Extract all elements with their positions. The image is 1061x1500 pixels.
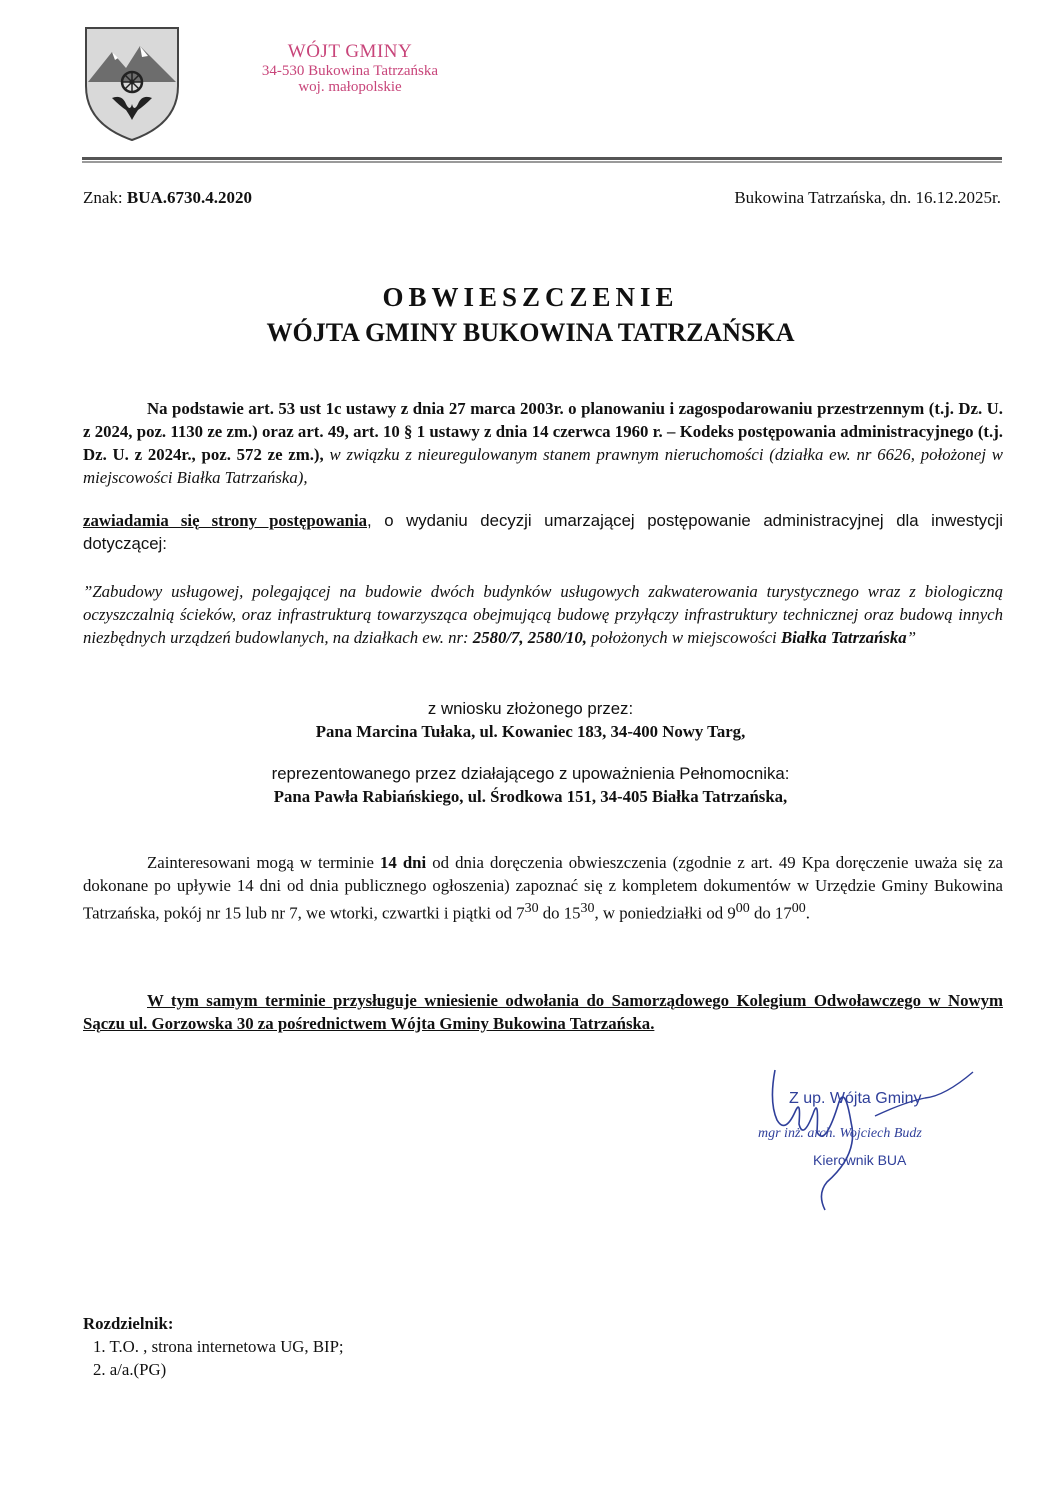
representative-name: Pana Pawła Rabiańskiego, ul. Środkowa 151, 34-405 Białka Tatrzańska, (273, 787, 788, 806)
reference-number: Znak: BUA.6730.4.2020 (83, 188, 253, 207)
date-line: Bukowina Tatrzańska, dn. 16.12.2025r. (734, 188, 1001, 207)
investment-description: ”Zabudowy usługowej, polegającej na budowie dwóch budynków usługowych zakwaterowania turystycznego wraz z biologiczną oczyszczalnią ścieków, oraz infrastrukturą towarzysząca obejmującą budowę przyłączy infrastruktury technicznej oraz budową innych niezbędnych urządzeń budowlanych, na działkach ew. nr: 2580/7, 2580/10, położonych w miejscowości Białka Tatrzańska” (83, 582, 1003, 647)
stamp-line-2: 34-530 Bukowina Tatrzańska (261, 62, 439, 79)
notification-paragraph: zawiadamia się strony postępowania, o wydaniu decyzji umarzającej postępowanie administracyjnej dla inwestycji dotyczącej: (83, 511, 1003, 553)
distribution-list (83, 1312, 344, 1381)
coat-of-arms-icon (82, 24, 182, 144)
legal-basis-paragraph: Na podstawie art. 53 ust 1c ustawy z dnia 27 marca 2003r. o planowaniu i zagospodarowaniu przestrzennym (t.j. Dz. U. z 2024, poz. 1130 ze zm.) oraz art. 49, art. 10 § 1 ustawy z dnia 14 czerwca 1960 r. – Kodeks postępowania administracyjnego (t.j. Dz. U. z 2024r., poz. 572 ze zm.), w związku z nieuregulowanym stanem prawnym nieruchomości (działka ew. nr 6626, położonej w miejscowości Białka Tatrzańska), (83, 399, 1003, 487)
applicant-intro: z wniosku złożonego przez: (427, 699, 634, 718)
header-divider-lower (82, 161, 1002, 163)
page-subtitle: WÓJTA GMINY BUKOWINA TATRZAŃSKA (266, 318, 795, 347)
list-item: 1. T.O. , strona internetowa UG, BIP; (93, 1337, 344, 1356)
signature-line-1: Z up. Wójta Gminy (789, 1090, 922, 1107)
representative-intro: reprezentowanego przez działającego z upoważnienia Pełnomocnika: (271, 764, 790, 783)
signature-line-2: mgr inż. arch. Wojciech Budz (758, 1126, 922, 1141)
stamp-line-1: WÓJT GMINY (287, 41, 413, 62)
signature-block (755, 1062, 990, 1212)
appeal-paragraph: W tym samym terminie przysługuje wniesienie odwołania do Samorządowego Kolegium Odwoławczego w Nowym Sączu ul. Gorzowska 30 za pośrednictwem Wójta Gminy Bukowina Tatrzańska. (83, 991, 1003, 1033)
stamp-line-3: woj. małopolskie (298, 78, 402, 95)
applicant-name: Pana Marcina Tułaka, ul. Kowaniec 183, 34-400 Nowy Targ, (315, 722, 746, 741)
office-stamp (235, 42, 465, 95)
inspection-notice: Zainteresowani mogą w terminie 14 dni od dnia doręczenia obwieszczenia (zgodnie z art. 49 Kpa doręczenie uważa się za dokonane po upływie 14 dni od dnia publicznego ogłoszenia) zapoznać się z kompletem dokumentów w Urzędzie Gminy Bukowina Tatrzańska, pokój nr 15 lub nr 7, we wtorki, czwartki i piątki od $7^{30}$ do $15^{30}$, w poniedziałki od $9^{00}$ do $17^{00}$. (83, 853, 1003, 923)
page-title: OBWIESZCZENIE (382, 282, 679, 312)
distribution-heading: Rozdzielnik: (83, 1314, 174, 1333)
signature-line-3: Kierownik BUA (813, 1152, 907, 1168)
header-divider (82, 157, 1002, 160)
list-item: 2. a/a.(PG) (93, 1360, 167, 1379)
